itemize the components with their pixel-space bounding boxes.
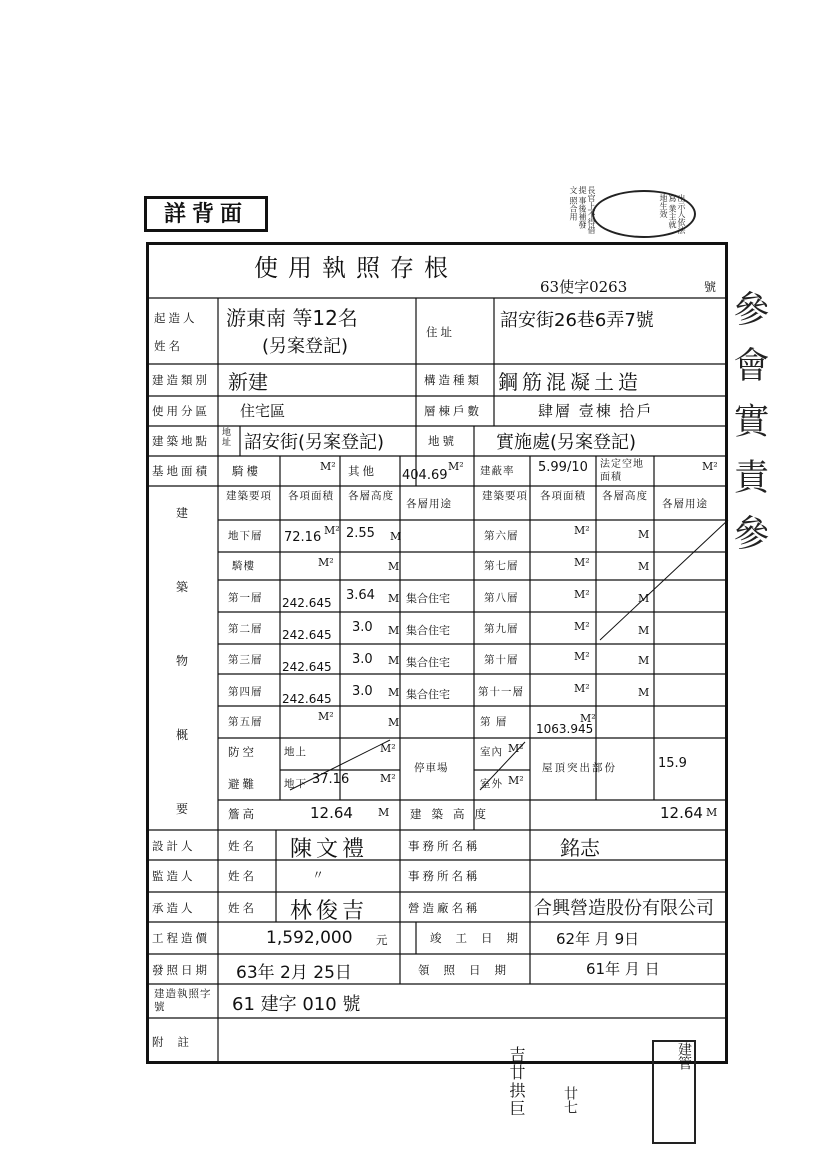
other-value: 404.69 xyxy=(402,468,448,483)
builder-value: 游東南 等12名 xyxy=(226,306,358,330)
floor-3-height: 3.0 xyxy=(352,652,373,667)
contractor-label: 承造人 xyxy=(152,901,196,915)
floor-4-use: 集合住宅 xyxy=(406,688,450,701)
site-addr-value: 詔安街(另案登記) xyxy=(244,432,385,453)
issue-value: 63年 2月 25日 xyxy=(236,963,352,983)
below-unit: M² xyxy=(380,772,396,785)
designer-office-label: 事務所名稱 xyxy=(408,839,481,853)
indoor-unit: M² xyxy=(508,742,524,755)
designer-name: 陳文禮 xyxy=(290,837,369,862)
structure-label: 構造種類 xyxy=(424,373,482,387)
legal-space-unit: M² xyxy=(702,460,718,473)
floors-value: 肆層 壹棟 拾戶 xyxy=(538,402,654,420)
unit-b1-area: M² xyxy=(324,524,340,537)
legal-space-label: 法定空地面積 xyxy=(600,459,644,483)
unit-f5-area: M² xyxy=(318,710,334,723)
other-label: 其他 xyxy=(348,464,377,478)
cost-label: 工程造價 xyxy=(152,931,210,945)
floor-4-height: 3.0 xyxy=(352,684,373,699)
lot-value: 實施處(另案登記) xyxy=(496,432,637,453)
serial-number: 63使字0263 xyxy=(540,278,628,296)
other-unit: M² xyxy=(448,460,464,473)
shelter-label-1: 防空 xyxy=(228,745,257,759)
parking-label: 停車場 xyxy=(414,762,449,774)
unit-f10-h: M xyxy=(638,654,650,667)
outdoor-unit: M² xyxy=(508,774,524,787)
above-unit: M² xyxy=(380,742,396,755)
address-label: 住址 xyxy=(426,325,455,339)
roof-label: 屋頂突出部份 xyxy=(542,762,617,774)
complete-label: 竣工日期 xyxy=(430,931,532,945)
col-area-right: 各項面積 xyxy=(540,490,586,502)
base-area-label: 基地面積 xyxy=(152,464,210,478)
col-use-right: 各層用途 xyxy=(662,498,708,510)
floor-11-label: 第十一層 xyxy=(478,686,524,698)
supervisor-label: 監造人 xyxy=(152,869,196,883)
unit-arcade-area: M² xyxy=(318,556,334,569)
builder-label: 起造人 xyxy=(154,311,198,325)
bldg-height-value: 12.64 xyxy=(660,804,703,822)
col-height-left: 各層高度 xyxy=(348,490,394,502)
floor-1-height: 3.64 xyxy=(346,588,375,603)
supervisor-office-label: 事務所名稱 xyxy=(408,869,481,883)
serial-suffix: 號 xyxy=(704,280,717,294)
supervisor-name: 〃 xyxy=(312,868,325,882)
unit-f9-h: M xyxy=(638,624,650,637)
issue-label: 發照日期 xyxy=(152,963,210,977)
unit-f7-a: M² xyxy=(574,556,590,569)
floor-b1-label: 地下層 xyxy=(228,530,263,542)
oval-stamp: 出示人依法寫 業主就地生效 xyxy=(592,190,696,238)
below-label: 地下 xyxy=(284,778,307,790)
detail-back-tag: 詳背面 xyxy=(144,196,268,232)
contractor-name-label: 姓名 xyxy=(228,901,257,915)
unit-f11-a: M² xyxy=(574,682,590,695)
floor-total-area: 1063.945 xyxy=(536,722,594,736)
bottom-stamp-2: 廿七 xyxy=(562,1086,578,1114)
eave-label: 簷高 xyxy=(228,807,257,821)
coverage-value: 5.99/10 xyxy=(538,460,588,475)
contractor-firm: 合興營造股份有限公司 xyxy=(534,898,714,919)
coverage-label: 建蔽率 xyxy=(480,465,515,477)
receive-label: 領照日期 xyxy=(418,963,520,977)
floor-8-label: 第八層 xyxy=(484,592,519,604)
unit-f6-a: M² xyxy=(574,524,590,537)
col-use-left: 各層用途 xyxy=(406,498,452,510)
floor-1-label: 第一層 xyxy=(228,592,263,604)
build-type-value: 新建 xyxy=(228,370,268,394)
bldg-side-5: 要 xyxy=(176,802,189,816)
name-label: 姓名 xyxy=(154,339,183,353)
eave-value: 12.64 xyxy=(310,804,353,822)
bldg-height-label: 建築高度 xyxy=(410,807,496,821)
unit-f6-h: M xyxy=(638,528,650,541)
unit-f8-a: M² xyxy=(574,588,590,601)
floor-1-use: 集合住宅 xyxy=(406,592,450,605)
floor-5-label: 第五層 xyxy=(228,716,263,728)
floors-label: 層棟戶數 xyxy=(424,404,482,418)
floor-3-label: 第三層 xyxy=(228,654,263,666)
floor-2-label: 第二層 xyxy=(228,623,263,635)
complete-value: 62年 月 9日 xyxy=(556,930,640,948)
address-value: 詔安街26巷6弄7號 xyxy=(500,310,654,331)
col-height-right: 各層高度 xyxy=(602,490,648,502)
builder-note: (另案登記) xyxy=(262,336,349,357)
shelter-label-2: 避難 xyxy=(228,777,257,791)
floor-1-area: 242.645 xyxy=(282,596,332,610)
roof-value: 15.9 xyxy=(658,756,687,771)
floor-4-area: 242.645 xyxy=(282,692,332,706)
lot-label: 地號 xyxy=(428,434,457,448)
unit-f5-h: M xyxy=(388,716,400,729)
floor-7-label: 第七層 xyxy=(484,560,519,572)
build-type-label: 建造類別 xyxy=(152,373,210,387)
floor-2-use: 集合住宅 xyxy=(406,624,450,637)
floor-total-label: 第 層 xyxy=(480,716,508,728)
unit-b1-h: M xyxy=(390,530,402,543)
bottom-stamp-1: 吉廿拱巨 xyxy=(507,1046,526,1118)
right-margin-stamp: 參會實責參 xyxy=(728,290,769,570)
arcade-unit: M² xyxy=(320,460,336,473)
floor-2-height: 3.0 xyxy=(352,620,373,635)
eave-unit: M xyxy=(378,806,390,819)
floor-3-use: 集合住宅 xyxy=(406,656,450,669)
contractor-name: 林俊吉 xyxy=(290,899,369,924)
unit-f10-a: M² xyxy=(574,650,590,663)
contractor-firm-label: 營造廠名稱 xyxy=(408,901,481,915)
use-zone-value: 住宅區 xyxy=(240,402,286,420)
cost-value: 1,592,000 xyxy=(266,928,353,948)
bottom-stamp-3: 建管 xyxy=(652,1040,696,1144)
below-value: 37.16 xyxy=(312,772,350,787)
above-label: 地上 xyxy=(284,746,307,758)
bldg-side-3: 物 xyxy=(176,654,189,668)
use-zone-label: 使用分區 xyxy=(152,404,210,418)
col-area-left: 各項面積 xyxy=(288,490,334,502)
unit-f1-h: M xyxy=(388,592,400,605)
unit-f11-h: M xyxy=(638,686,650,699)
unit-f7-h: M xyxy=(638,560,650,573)
permit-value: 61 建字 010 號 xyxy=(232,994,361,1015)
floor-4-label: 第四層 xyxy=(228,686,263,698)
unit-ftotal-a: M² xyxy=(580,712,596,725)
unit-f9-a: M² xyxy=(574,620,590,633)
side-note: 長官上不得借提 事後補發文 照合用 xyxy=(569,186,596,234)
floor-9-label: 第九層 xyxy=(484,623,519,635)
designer-office: 銘志 xyxy=(560,836,600,860)
floor-10-label: 第十層 xyxy=(484,654,519,666)
receive-value: 61年 月 日 xyxy=(586,960,660,978)
floor-b1-area: 72.16 xyxy=(284,530,322,545)
bldg-side-1: 建 xyxy=(176,506,189,520)
designer-name-label: 姓名 xyxy=(228,839,257,853)
form-title: 使用執照存根 xyxy=(254,254,458,282)
site-label: 建築地點 xyxy=(152,434,210,448)
unit-f3-h: M xyxy=(388,654,400,667)
floor-arcade-label: 騎樓 xyxy=(232,560,255,572)
floor-3-area: 242.645 xyxy=(282,660,332,674)
unit-f4-h: M xyxy=(388,686,400,699)
arcade-label: 騎樓 xyxy=(232,464,261,478)
indoor-label: 室內 xyxy=(480,746,503,758)
unit-f8-h: M xyxy=(638,592,650,605)
permit-label: 建造執照字號 xyxy=(154,988,212,1013)
remark-label: 附註 xyxy=(152,1035,203,1049)
site-addr-label: 地址 xyxy=(222,428,233,448)
col-floor-left: 建築要項 xyxy=(226,490,272,502)
unit-f2-h: M xyxy=(388,624,400,637)
bldg-height-unit: M xyxy=(706,806,718,819)
floor-b1-height: 2.55 xyxy=(346,526,375,541)
cost-unit: 元 xyxy=(376,933,391,947)
outdoor-label: 室外 xyxy=(480,778,503,790)
structure-value: 鋼筋混凝土造 xyxy=(498,370,642,394)
floor-6-label: 第六層 xyxy=(484,530,519,542)
floor-2-area: 242.645 xyxy=(282,628,332,642)
designer-label: 設計人 xyxy=(152,839,196,853)
unit-arcade-h: M xyxy=(388,560,400,573)
supervisor-name-label: 姓名 xyxy=(228,869,257,883)
col-floor-right: 建築要項 xyxy=(482,490,528,502)
bldg-side-2: 築 xyxy=(176,580,189,594)
bldg-side-4: 概 xyxy=(176,728,189,742)
